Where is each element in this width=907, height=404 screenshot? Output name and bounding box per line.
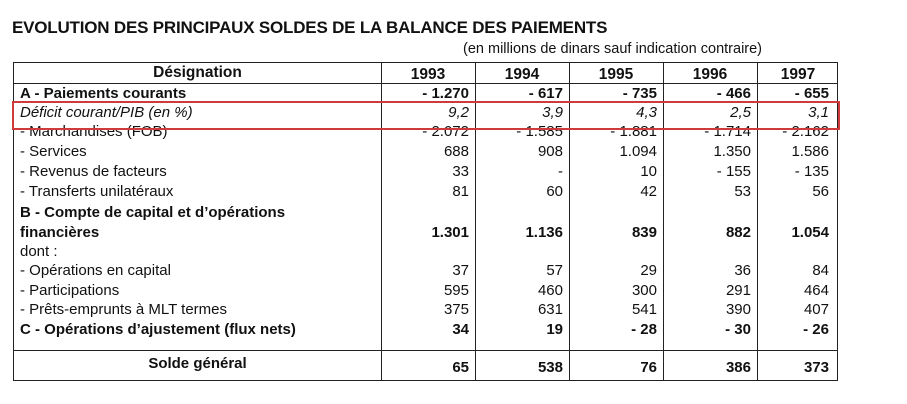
table-cell: 1.094 [619, 143, 657, 160]
header-designation: Désignation [153, 64, 242, 81]
table-cell: 57 [546, 262, 563, 279]
table-cell: - 1.714 [704, 123, 751, 140]
table-cell: 460 [537, 282, 563, 299]
table-cell: 4,3 [636, 104, 657, 121]
page-title: EVOLUTION DES PRINCIPAUX SOLDES DE LA BALANCE DES PAIEMENTS [12, 18, 608, 37]
table-cell: 81 [452, 183, 469, 200]
table-cell: 407 [803, 301, 829, 318]
row-label: - Opérations en capital [20, 262, 171, 279]
header-year: 1996 [692, 66, 728, 83]
table-cell: 33 [452, 163, 469, 180]
table-cell: 1.054 [791, 224, 829, 241]
table-cell: - 2.162 [782, 123, 829, 140]
total-divider [14, 350, 837, 351]
header-year: 1994 [504, 66, 540, 83]
table-cell: 34 [452, 321, 469, 338]
table-cell: 42 [640, 183, 657, 200]
row-label: - Participations [20, 282, 120, 299]
table-cell: 688 [443, 143, 469, 160]
table-cell: 29 [640, 262, 657, 279]
table-cell: - 30 [725, 321, 751, 338]
table-cell: - 655 [794, 85, 829, 102]
row-label: - Prêts-emprunts à MLT termes [20, 301, 227, 318]
table-cell: 2,5 [730, 104, 751, 121]
table-cell: 37 [452, 262, 469, 279]
units-note: (en millions de dinars sauf indication contraire) [463, 41, 763, 57]
table-cell: 9,2 [448, 104, 469, 121]
table-cell: 1.350 [713, 143, 751, 160]
table-cell: 631 [537, 301, 563, 318]
highlight-box [12, 101, 840, 130]
row-label: B - Compte de capital et d’opérations [20, 204, 286, 221]
row-label: - Services [20, 143, 87, 160]
total-cell: 386 [725, 359, 751, 376]
table-cell: - 735 [622, 85, 657, 102]
table-cell: - 2.072 [422, 123, 469, 140]
row-label: dont : [20, 243, 58, 260]
table-cell: - 617 [528, 85, 563, 102]
table-cell: 84 [812, 262, 829, 279]
table-cell: - 26 [803, 321, 829, 338]
table-cell: 291 [725, 282, 751, 299]
row-label: - Transferts unilatéraux [20, 183, 174, 200]
table-cell: 19 [546, 321, 563, 338]
table-cell: 595 [443, 282, 469, 299]
table-cell: 1.136 [525, 224, 563, 241]
table-cell: - 28 [631, 321, 657, 338]
row-label: financières [20, 224, 100, 241]
table-cell: - [558, 163, 563, 180]
table-cell: - 135 [794, 163, 829, 180]
table-cell: 1.586 [791, 143, 829, 160]
row-label: - Marchandises (FOB) [20, 123, 168, 140]
table-cell: - 1.270 [422, 85, 469, 102]
table-cell: 390 [725, 301, 751, 318]
total-label: Solde général [148, 355, 247, 372]
table-cell: 464 [803, 282, 829, 299]
table-cell: 300 [631, 282, 657, 299]
table-cell: 375 [443, 301, 469, 318]
total-cell: 373 [803, 359, 829, 376]
total-cell: 538 [537, 359, 563, 376]
header-year: 1995 [598, 66, 634, 83]
table-cell: 10 [640, 163, 657, 180]
row-label: Déficit courant/PIB (en %) [20, 104, 193, 121]
table-cell: - 1.585 [516, 123, 563, 140]
table-cell: 1.301 [431, 224, 469, 241]
header-year: 1997 [780, 66, 816, 83]
table-cell: - 1.881 [610, 123, 657, 140]
table-cell: - 466 [716, 85, 751, 102]
table-cell: 541 [631, 301, 657, 318]
table-cell: 36 [734, 262, 751, 279]
table-cell: 908 [537, 143, 563, 160]
row-label: A - Paiements courants [20, 85, 187, 102]
table-cell: 882 [725, 224, 751, 241]
table-cell: 3,1 [808, 104, 829, 121]
table-cell: 56 [812, 183, 829, 200]
total-cell: 76 [640, 359, 657, 376]
row-label: - Revenus de facteurs [20, 163, 167, 180]
total-cell: 65 [452, 359, 469, 376]
header-year: 1993 [410, 66, 446, 83]
table-cell: 60 [546, 183, 563, 200]
table-cell: 53 [734, 183, 751, 200]
table-cell: 839 [631, 224, 657, 241]
row-label: C - Opérations d’ajustement (flux nets) [20, 321, 296, 338]
table-cell: 3,9 [542, 104, 563, 121]
table-cell: - 155 [716, 163, 751, 180]
